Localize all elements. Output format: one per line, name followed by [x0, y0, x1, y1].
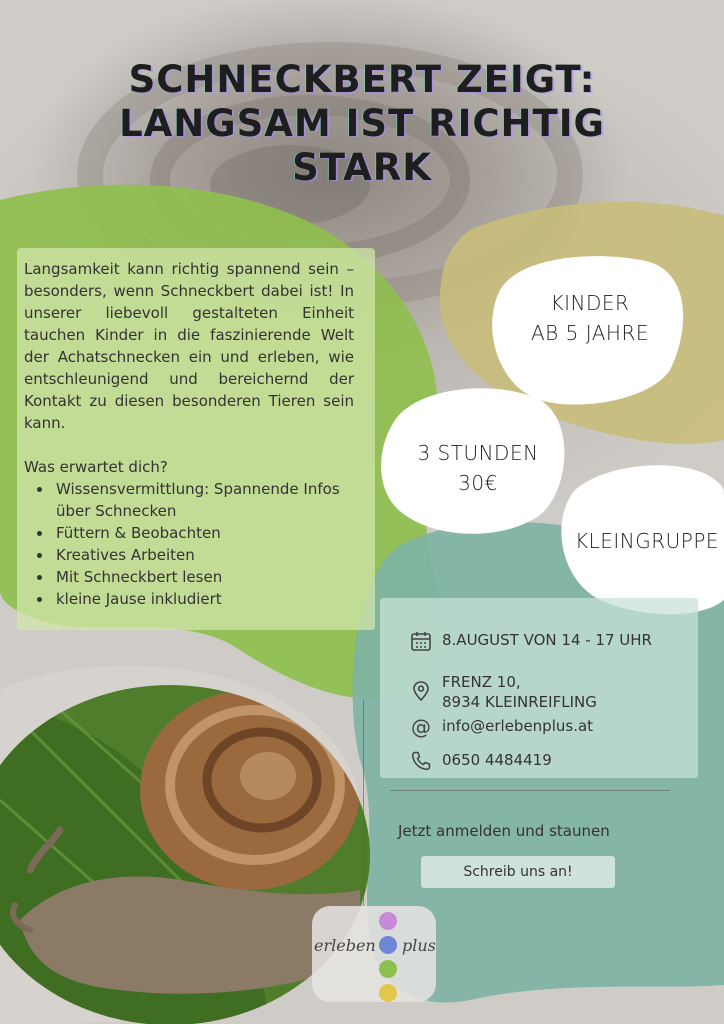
list-item: Kreatives Arbeiten: [24, 544, 354, 566]
location-pin-icon: [410, 680, 432, 702]
calendar-icon: [410, 630, 432, 652]
cta-text: Jetzt anmelden und staunen: [398, 822, 610, 840]
age-bubble: [505, 288, 675, 348]
list-item: kleine Jause inkludiert: [24, 588, 354, 610]
phone-icon: [410, 750, 432, 772]
address-line-1: FRENZ 10,: [442, 673, 521, 691]
contact-button[interactable]: Schreib uns an!: [421, 856, 615, 888]
logo-dot-green: [379, 960, 397, 978]
age-line-2: AB 5 JAHRE: [530, 321, 650, 345]
logo-word-plus: plus: [402, 936, 436, 955]
logo-dot-yellow: [379, 984, 397, 1002]
intro-paragraph: Langsamkeit kann richtig spannend sein – besonders, wenn Schneckbert dabei ist! In unserer liebevoll gestalteten Einheit tauchen Kinder in die faszinierende Welt der Achatschnecken ein und erleben, wie entschleunigend und bereichernd der Kontakt zu diesen besonderen Tieren sein kann.: [24, 260, 354, 432]
list-item: Füttern & Beobachten: [24, 522, 354, 544]
intro-question: Was erwartet dich?: [24, 458, 168, 476]
list-item: Wissensvermittlung: Spannende Infos über Schnecken: [24, 478, 354, 522]
email-row: [410, 716, 593, 738]
logo-word-erleben: erleben: [314, 936, 376, 955]
group-label: KLEINGRUPPE: [574, 529, 720, 553]
at-sign-icon: @: [411, 715, 431, 739]
duration-line-2: 30€: [458, 471, 498, 495]
phone-number: 0650 4484419: [442, 751, 552, 769]
address-row: [410, 672, 597, 712]
phone-row: [410, 750, 552, 772]
title-line-3: STARK: [292, 146, 432, 189]
logo-dot-purple: [379, 912, 397, 930]
logo-dot-blue: [379, 936, 397, 954]
duration-bubble: [393, 438, 563, 498]
age-line-1: KINDER: [550, 291, 630, 315]
event-address: [442, 672, 597, 712]
group-bubble: [572, 526, 722, 556]
logo-connector-line: [363, 700, 364, 906]
divider: [390, 790, 670, 791]
date-row: [410, 630, 652, 652]
email-link[interactable]: info@erlebenplus.at: [442, 717, 594, 735]
event-date: 8.AUGUST VON 14 - 17 UHR: [442, 631, 652, 649]
title-line-2: LANGSAM IST RICHTIG: [119, 102, 605, 145]
list-item: Mit Schneckbert lesen: [24, 566, 354, 588]
address-line-2: 8934 KLEINREIFLING: [442, 693, 597, 711]
duration-line-1: 3 STUNDEN: [417, 441, 539, 465]
page-title: [40, 58, 684, 190]
title-line-1: SCHNECKBERT ZEIGT:: [128, 58, 596, 101]
feature-list: [24, 478, 354, 610]
